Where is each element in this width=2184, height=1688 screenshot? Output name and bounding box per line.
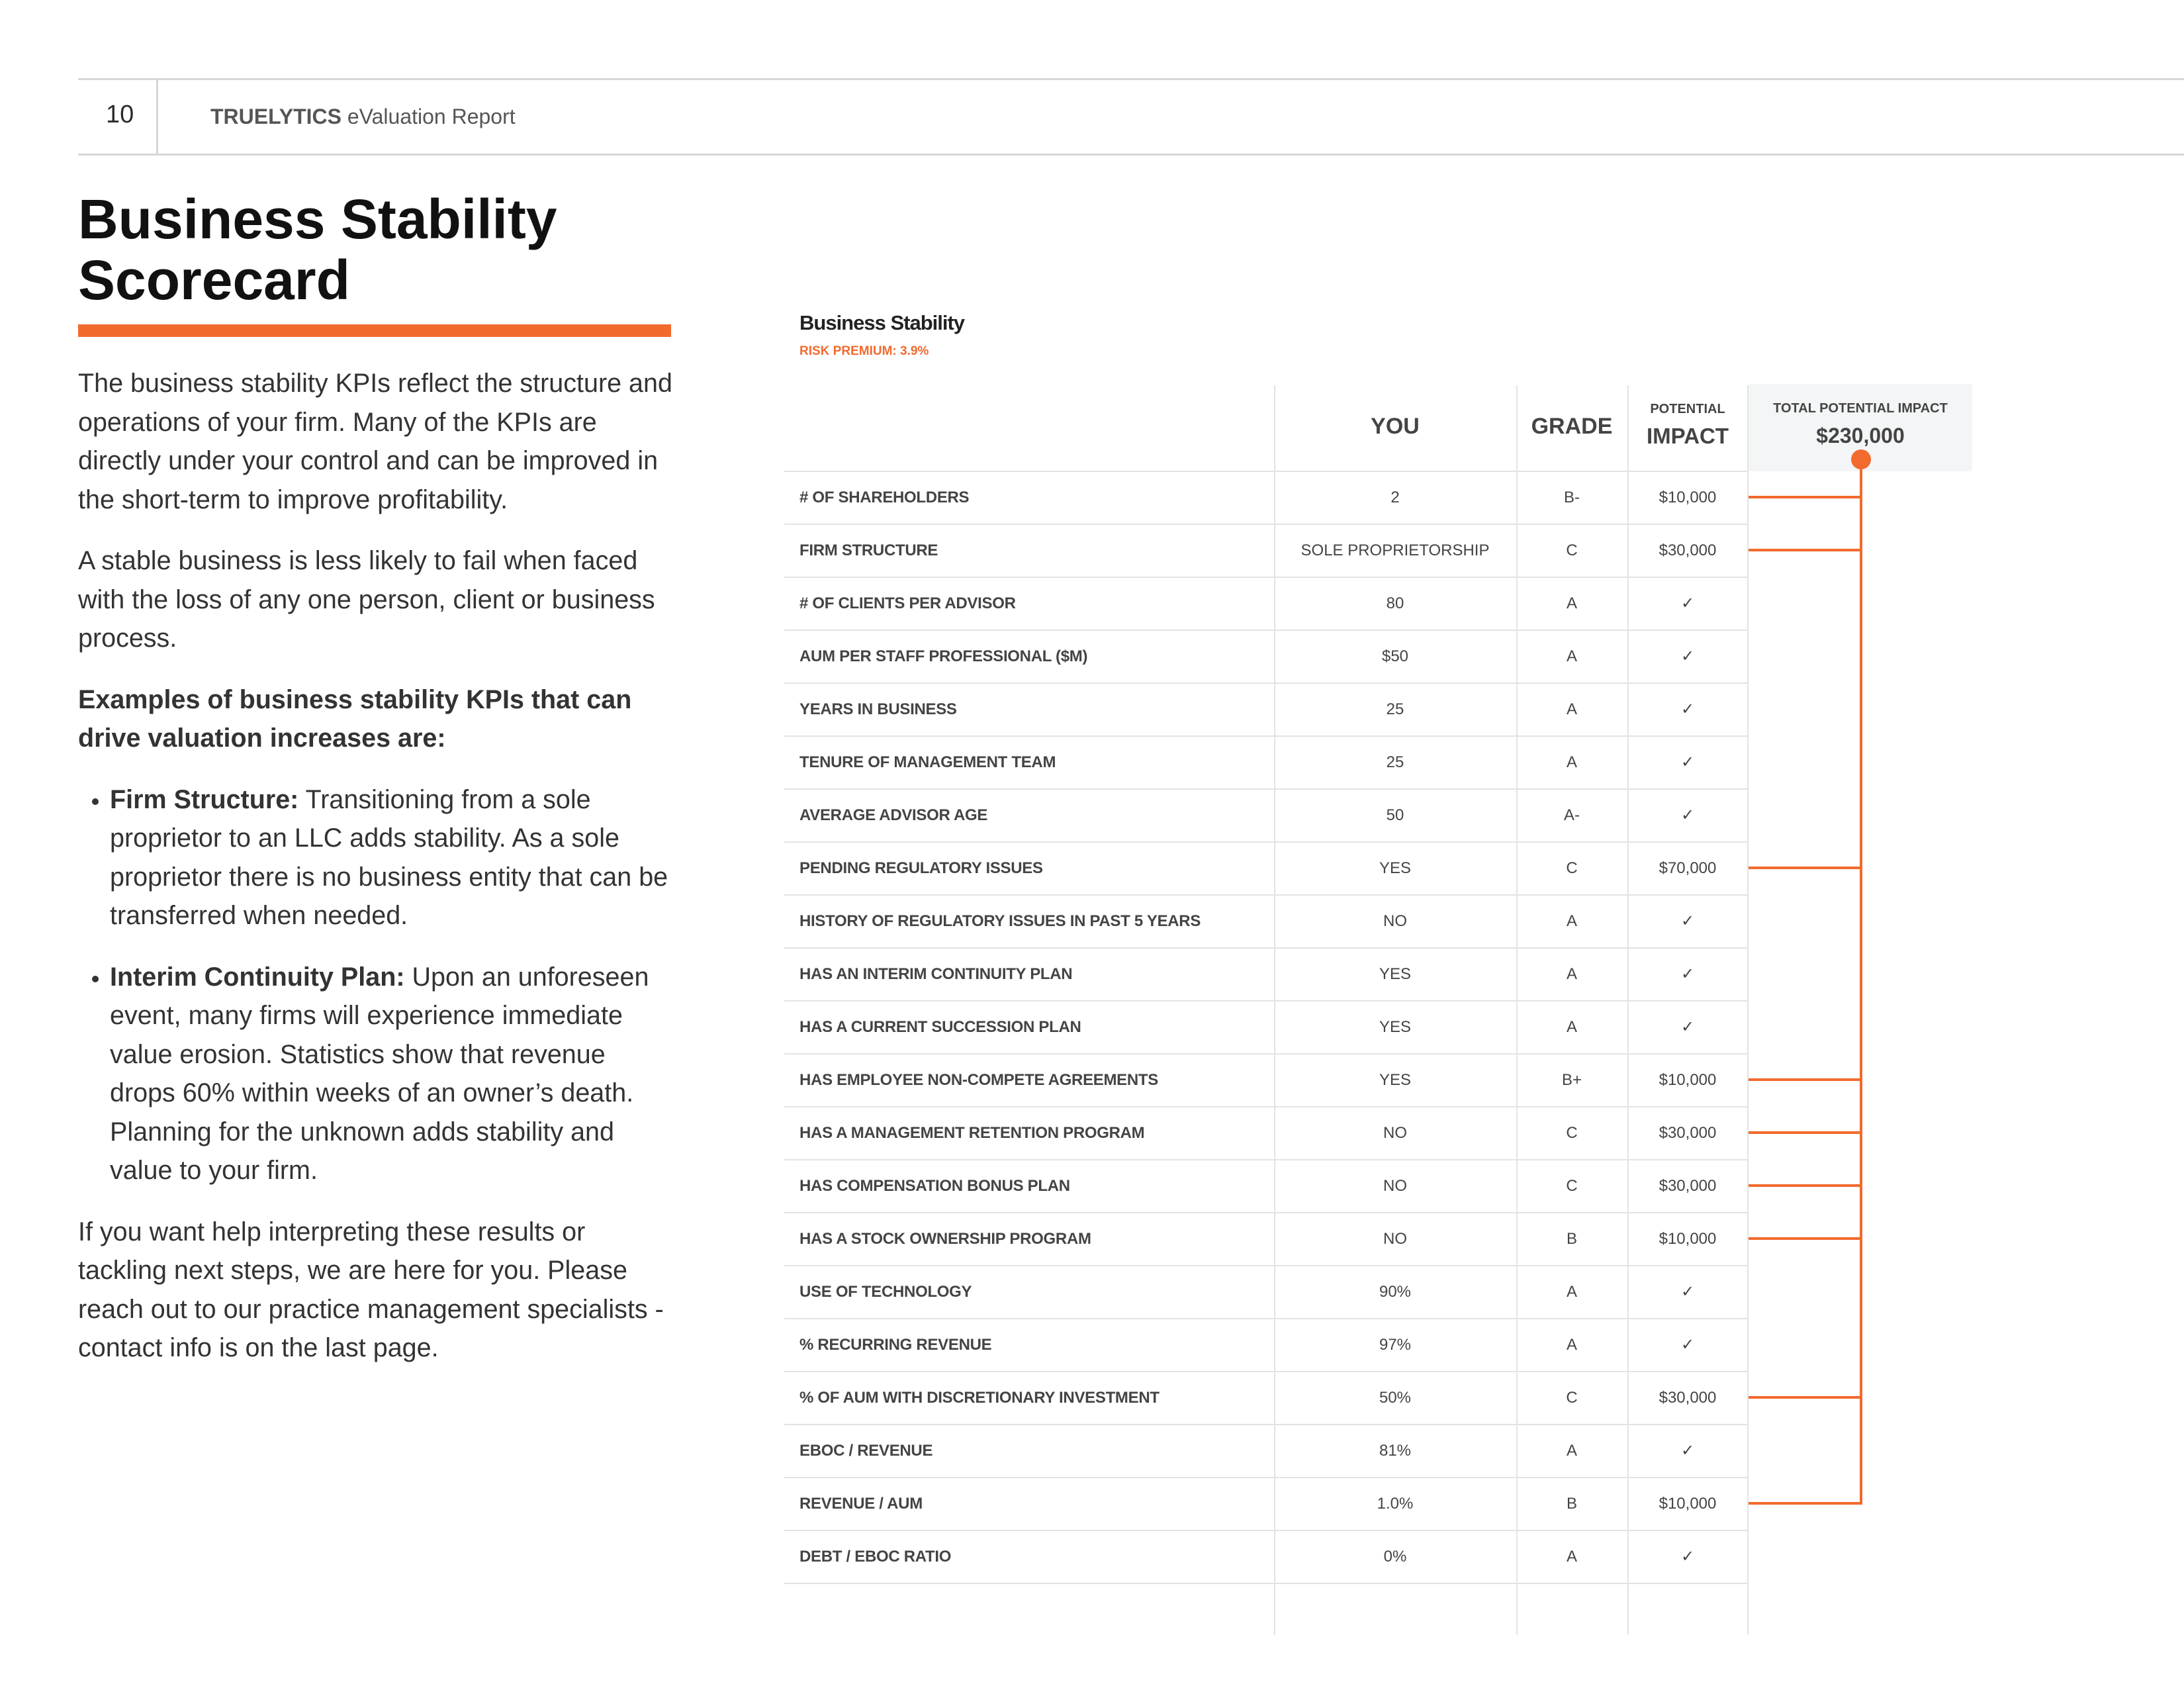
report-brand	[210, 105, 516, 129]
kpi-you-value: $50	[1381, 647, 1409, 665]
kpi-potential-impact: $10,000	[1659, 1495, 1717, 1513]
intro-text	[78, 364, 674, 1390]
kpi-potential-impact: $30,000	[1659, 1124, 1717, 1142]
kpi-label: HAS A CURRENT SUCCESSION PLAN	[799, 1018, 1081, 1036]
kpi-label: DEBT / EBOC RATIO	[799, 1548, 952, 1566]
table-row	[784, 1107, 1748, 1160]
kpi-example-firm-structure	[110, 780, 674, 935]
kpi-potential-impact: ✓	[1680, 1336, 1695, 1354]
table-row	[784, 1054, 1748, 1107]
header-top-rule	[78, 78, 2184, 80]
scorecard-title: Business Stability	[799, 311, 965, 334]
kpi-grade: C	[1566, 1124, 1578, 1142]
table-row	[784, 1001, 1748, 1054]
kpi-potential-impact: ✓	[1680, 1018, 1695, 1036]
kpi-table	[784, 471, 1748, 1583]
kpi-label: # OF CLIENTS PER ADVISOR	[799, 594, 1016, 612]
kpi-grade: A	[1566, 647, 1577, 665]
table-row	[784, 1213, 1748, 1266]
kpi-you-value: 25	[1386, 700, 1404, 718]
intro-paragraph-1: The business stability KPIs reflect the structure and operations of your firm. Many of the KPIs are directly under your control and can be improved in the short-term to improve profitability.	[78, 369, 672, 514]
kpi-label: # OF SHAREHOLDERS	[799, 489, 970, 506]
brand-suffix: eValuation Report	[341, 105, 516, 128]
table-row	[784, 1425, 1748, 1477]
kpi-grade: B-	[1564, 489, 1580, 506]
kpi-you-value: NO	[1383, 912, 1407, 930]
table-row	[784, 895, 1748, 948]
kpi-label: YEARS IN BUSINESS	[799, 700, 957, 718]
kpi-potential-impact: $30,000	[1659, 541, 1717, 559]
contact-paragraph: If you want help interpreting these results or tackling next steps, we are here for you. Please reach out to our practice management specialists - contact info is on the last page.	[78, 1217, 664, 1362]
kpi-potential-impact: ✓	[1680, 753, 1695, 771]
kpi-potential-impact: ✓	[1680, 647, 1695, 665]
examples-lead: Examples of business stability KPIs that can drive valuation increases are:	[78, 684, 632, 753]
kpi-example-term: Firm Structure:	[110, 784, 299, 814]
kpi-grade: C	[1566, 1389, 1578, 1407]
column-header-potential: POTENTIAL	[1650, 402, 1725, 416]
kpi-grade: A	[1566, 700, 1577, 718]
kpi-grade: A	[1566, 1018, 1577, 1036]
kpi-you-value: 81%	[1379, 1442, 1412, 1460]
kpi-you-value: YES	[1379, 859, 1412, 877]
kpi-example-term: Interim Continuity Plan:	[110, 962, 405, 992]
kpi-label: TENURE OF MANAGEMENT TEAM	[799, 753, 1056, 771]
kpi-potential-impact: ✓	[1680, 912, 1695, 930]
kpi-grade: A	[1566, 753, 1577, 771]
table-row	[784, 471, 1748, 524]
kpi-grade: A	[1566, 1442, 1577, 1460]
kpi-label: % RECURRING REVENUE	[799, 1336, 992, 1354]
kpi-potential-impact: $70,000	[1659, 859, 1717, 877]
intro-paragraph-2: A stable business is less likely to fail when faced with the loss of any one person, client or business process.	[78, 546, 655, 653]
kpi-you-value: 80	[1386, 594, 1404, 612]
page-title	[78, 189, 687, 310]
kpi-you-value: 97%	[1379, 1336, 1412, 1354]
kpi-potential-impact: ✓	[1680, 965, 1695, 983]
kpi-label: EBOC / REVENUE	[799, 1442, 933, 1460]
kpi-potential-impact: ✓	[1680, 700, 1695, 718]
kpi-label: HAS COMPENSATION BONUS PLAN	[799, 1177, 1070, 1195]
kpi-you-value: YES	[1379, 1018, 1412, 1036]
kpi-potential-impact: ✓	[1680, 1283, 1695, 1301]
kpi-label: AUM PER STAFF PROFESSIONAL ($M)	[799, 647, 1088, 665]
kpi-grade: A	[1566, 965, 1577, 983]
table-row	[784, 1266, 1748, 1319]
table-row	[784, 524, 1748, 577]
table-row	[784, 1530, 1748, 1583]
table-row	[784, 1477, 1748, 1530]
kpi-label: HISTORY OF REGULATORY ISSUES IN PAST 5 YEARS	[799, 912, 1201, 930]
kpi-label: HAS AN INTERIM CONTINUITY PLAN	[799, 965, 1073, 983]
table-row	[784, 630, 1748, 683]
kpi-grade: C	[1566, 541, 1578, 559]
kpi-you-value: 25	[1386, 753, 1404, 771]
page-title-line-2: Scorecard	[78, 249, 350, 311]
risk-premium: RISK PREMIUM: 3.9%	[799, 344, 929, 358]
page-number: 10	[106, 101, 134, 128]
kpi-label: PENDING REGULATORY ISSUES	[799, 859, 1043, 877]
kpi-you-value: YES	[1379, 1071, 1412, 1089]
total-impact-value: $230,000	[1816, 424, 1905, 447]
kpi-you-value: NO	[1383, 1177, 1407, 1195]
table-row	[784, 577, 1748, 630]
column-header-impact: IMPACT	[1646, 424, 1729, 448]
kpi-you-value: 0%	[1383, 1548, 1407, 1566]
kpi-label: HAS EMPLOYEE NON-COMPETE AGREEMENTS	[799, 1071, 1158, 1089]
kpi-grade: A	[1566, 1283, 1577, 1301]
kpi-you-value: 2	[1390, 489, 1400, 506]
kpi-potential-impact: $10,000	[1659, 1071, 1717, 1089]
table-row	[784, 683, 1748, 736]
table-row	[784, 842, 1748, 895]
kpi-you-value: 50%	[1379, 1389, 1412, 1407]
table-row	[784, 1160, 1748, 1213]
kpi-grade: A	[1566, 912, 1577, 930]
column-header-you: YOU	[1371, 414, 1420, 439]
kpi-potential-impact: $30,000	[1659, 1389, 1717, 1407]
kpi-example-text: Transitioning from a sole proprietor to an LLC adds stability. As a sole proprietor there is no business entity that can be transferred when needed.	[110, 784, 668, 930]
kpi-you-value: SOLE PROPRIETORSHIP	[1300, 541, 1490, 559]
kpi-grade: C	[1566, 1177, 1578, 1195]
header-divider	[156, 79, 158, 154]
kpi-you-value: 90%	[1379, 1283, 1412, 1301]
kpi-you-value: YES	[1379, 965, 1412, 983]
kpi-grade: B+	[1561, 1071, 1582, 1089]
table-row	[784, 948, 1748, 1001]
page-title-line-1: Business Stability	[78, 188, 557, 250]
brand-name: TRUELYTICS	[210, 105, 341, 128]
kpi-label: FIRM STRUCTURE	[799, 541, 938, 559]
kpi-label: REVENUE / AUM	[799, 1495, 923, 1513]
kpi-grade: A-	[1564, 806, 1580, 824]
kpi-grade: B	[1566, 1495, 1577, 1513]
kpi-you-value: 1.0%	[1377, 1495, 1414, 1513]
kpi-potential-impact: $30,000	[1659, 1177, 1717, 1195]
kpi-you-value: NO	[1383, 1230, 1407, 1248]
title-accent-bar	[78, 324, 671, 337]
kpi-label: HAS A MANAGEMENT RETENTION PROGRAM	[799, 1124, 1145, 1142]
kpi-grade: C	[1566, 859, 1578, 877]
kpi-potential-impact: ✓	[1680, 1442, 1695, 1460]
column-header-grade: GRADE	[1531, 414, 1613, 439]
header-bottom-rule	[78, 154, 2184, 156]
kpi-potential-impact: $10,000	[1659, 1230, 1717, 1248]
kpi-label: HAS A STOCK OWNERSHIP PROGRAM	[799, 1230, 1091, 1248]
kpi-potential-impact: ✓	[1680, 1548, 1695, 1566]
table-row	[784, 789, 1748, 842]
kpi-examples-list	[78, 780, 674, 1190]
kpi-grade: A	[1566, 1548, 1577, 1566]
table-row	[784, 1319, 1748, 1372]
kpi-label: USE OF TECHNOLOGY	[799, 1283, 972, 1301]
kpi-potential-impact: $10,000	[1659, 489, 1717, 506]
kpi-example-text: Upon an unforeseen event, many firms will experience immediate value erosion. Statistics show that revenue drops 60% within weeks of an owner’s death. Planning for the unknown adds stability and value to your firm.	[110, 962, 649, 1185]
kpi-potential-impact: ✓	[1680, 594, 1695, 612]
kpi-you-value: NO	[1383, 1124, 1407, 1142]
kpi-grade: A	[1566, 1336, 1577, 1354]
kpi-potential-impact: ✓	[1680, 806, 1695, 824]
total-impact-label: TOTAL POTENTIAL IMPACT	[1773, 401, 1948, 416]
kpi-grade: A	[1566, 594, 1577, 612]
kpi-label: % OF AUM WITH DISCRETIONARY INVESTMENT	[799, 1389, 1160, 1407]
kpi-you-value: 50	[1386, 806, 1404, 824]
kpi-grade: B	[1566, 1230, 1577, 1248]
table-row	[784, 736, 1748, 789]
table-row	[784, 1372, 1748, 1425]
kpi-example-continuity-plan	[110, 958, 674, 1190]
kpi-label: AVERAGE ADVISOR AGE	[799, 806, 988, 824]
